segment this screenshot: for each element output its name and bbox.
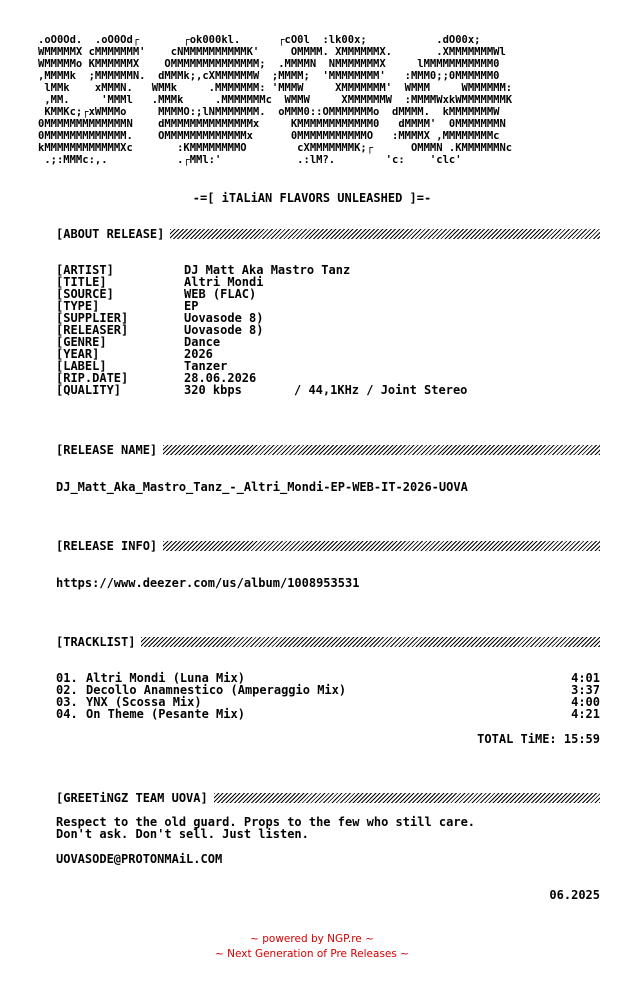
track-title: On Theme (Pesante Mix): [86, 707, 245, 721]
about-release-header: [56, 227, 600, 241]
track-number: 01.: [56, 671, 78, 685]
track-duration: 4:00: [571, 695, 600, 709]
track-title: Altri Mondi (Luna Mix): [86, 671, 245, 685]
detail-value: Uovasode 8): [184, 323, 264, 337]
detail-row: [56, 288, 600, 300]
quality-bitrate: 320 kbps: [184, 383, 242, 397]
detail-row: [56, 348, 600, 360]
release-details: [56, 264, 600, 396]
greetings-header: [56, 791, 600, 805]
greetings-text: [56, 816, 475, 840]
release-name-header: [56, 443, 600, 457]
section-label: [ABOUT RELEASE]: [56, 227, 165, 241]
track-title: YNX (Scossa Mix): [86, 695, 202, 709]
detail-row: [56, 360, 600, 372]
hatch-divider: [163, 445, 600, 455]
detail-key: [SUPPLIER]: [56, 311, 129, 325]
detail-key: [ARTIST]: [56, 263, 114, 277]
tracklist-header: [56, 635, 600, 649]
section-label: [GREETiNGZ TEAM UOVA]: [56, 791, 208, 805]
track-title: Decollo Anamnestico (Amperaggio Mix): [86, 683, 347, 697]
track-duration: 4:21: [571, 707, 600, 721]
release-name-value: DJ_Matt_Aka_Mastro_Tanz_-_Altri_Mondi-EP-WEB-IT-2026-UOVA: [56, 480, 468, 494]
ascii-art-logo: .oO0Od. .oO0Od┌ ┌ok000kl. ┌cO0l :lk00x; .dO00x; WMMMMMX cMMMMMMM' cNMMMMMMMMMMK' OMMMM. XMMMMMMX. .XMMMMMMMWl WMMMMMo KMMMMMMX OMMMMMMMMMMMMMM; .MMMMN NMMMMMMMX lMMMMMMMMMMM0 ,MMMMk ;MMMMMMN. dMMMk;,cXMMMMMMW ;MMMM; 'MMMMMMMM' :MMM0;;0MMMMMM0 lMMk xMMMN. WMMk .MMMMMMM: 'MMMW XMMMMMMM' WMMM WMMMMMM: ,MM. 'MMMl .MMMk .MMMMMMMc WMMW XMMMMMMW :MMMMWxkWMMMMMMMK KMMKc;┌xWMMMo MMMMO:;lNMMMMMMM. oMMM0::OMMMMMMMo dMMMM. kMMMMMMMW 0MMMMMMMMMMMMMN dMMMMMMMMMMMMMMx KMMMMMMMMMMMM0 dMMMM' 0MMMMMMMN 0MMMMMMMMMMMMM. OMMMMMMMMMMMMMx 0MMMMMMMMMMMO :MMMMX ,MMMMMMMMc kMMMMMMMMMMMMXc :KMMMMMMMMO cXMMMMMMMK;┌ OMMMN .KMMMMMMNc .;:MMMc:,. .┌MMl:' .:lM?. 'c: 'clc': [38, 34, 513, 166]
total-time: TOTAL TiME: 15:59: [477, 732, 600, 746]
detail-value: Dance: [184, 335, 221, 349]
tagline: -=[ iTALiAN FLAVORS UNLEASHED ]=-: [192, 191, 432, 205]
track-number: 04.: [56, 707, 78, 721]
quality-format: / 44,1KHz / Joint Stereo: [294, 383, 468, 397]
detail-key: [YEAR]: [56, 347, 100, 361]
detail-value: WEB (FLAC): [184, 287, 257, 301]
detail-key: [RIP.DATE]: [56, 371, 129, 385]
detail-key: [QUALITY]: [56, 383, 122, 397]
detail-row: [56, 312, 600, 324]
detail-value: Altri Mondi: [184, 275, 264, 289]
detail-key: [LABEL]: [56, 359, 107, 373]
detail-row: [56, 324, 600, 336]
footer-powered-by: ~ powered by NGP.re ~: [250, 933, 374, 945]
detail-key: [RELEASER]: [56, 323, 129, 337]
detail-key: [TYPE]: [56, 299, 100, 313]
detail-value: 28.06.2026: [184, 371, 257, 385]
detail-row: [56, 276, 600, 288]
detail-key: [SOURCE]: [56, 287, 114, 301]
track-list: [56, 672, 600, 720]
hatch-divider: [163, 541, 600, 551]
detail-value: DJ Matt Aka Mastro Tanz: [184, 263, 351, 277]
hatch-divider: [141, 637, 600, 647]
section-label: [TRACKLIST]: [56, 635, 136, 649]
greetings-line: Respect to the old guard. Props to the few who still care.: [56, 815, 476, 829]
nfo-date: 06.2025: [549, 888, 600, 902]
release-info-url[interactable]: https://www.deezer.com/us/album/1008953531: [56, 576, 360, 590]
track-number: 03.: [56, 695, 78, 709]
footer-tagline: ~ Next Generation of Pre Releases ~: [215, 948, 409, 960]
hatch-divider: [170, 229, 600, 239]
detail-value: Uovasode 8): [184, 311, 264, 325]
detail-row: [56, 264, 600, 276]
release-info-header: [56, 539, 600, 553]
detail-key: [TITLE]: [56, 275, 107, 289]
detail-row: [56, 300, 600, 312]
section-label: [RELEASE INFO]: [56, 539, 158, 553]
detail-value: 2026: [184, 347, 213, 361]
greetings-line: Don't ask. Don't sell. Just listen.: [56, 827, 309, 841]
track-number: 02.: [56, 683, 78, 697]
detail-row: [56, 336, 600, 348]
track-row: [56, 708, 600, 720]
track-duration: 4:01: [571, 671, 600, 685]
detail-value: Tanzer: [184, 359, 228, 373]
quality-row: [56, 384, 600, 396]
detail-key: [GENRE]: [56, 335, 107, 349]
section-label: [RELEASE NAME]: [56, 443, 158, 457]
contact-email[interactable]: UOVASODE@PROTONMAiL.COM: [56, 852, 223, 866]
track-duration: 3:37: [571, 683, 600, 697]
hatch-divider: [214, 793, 600, 803]
detail-value: EP: [184, 299, 199, 313]
